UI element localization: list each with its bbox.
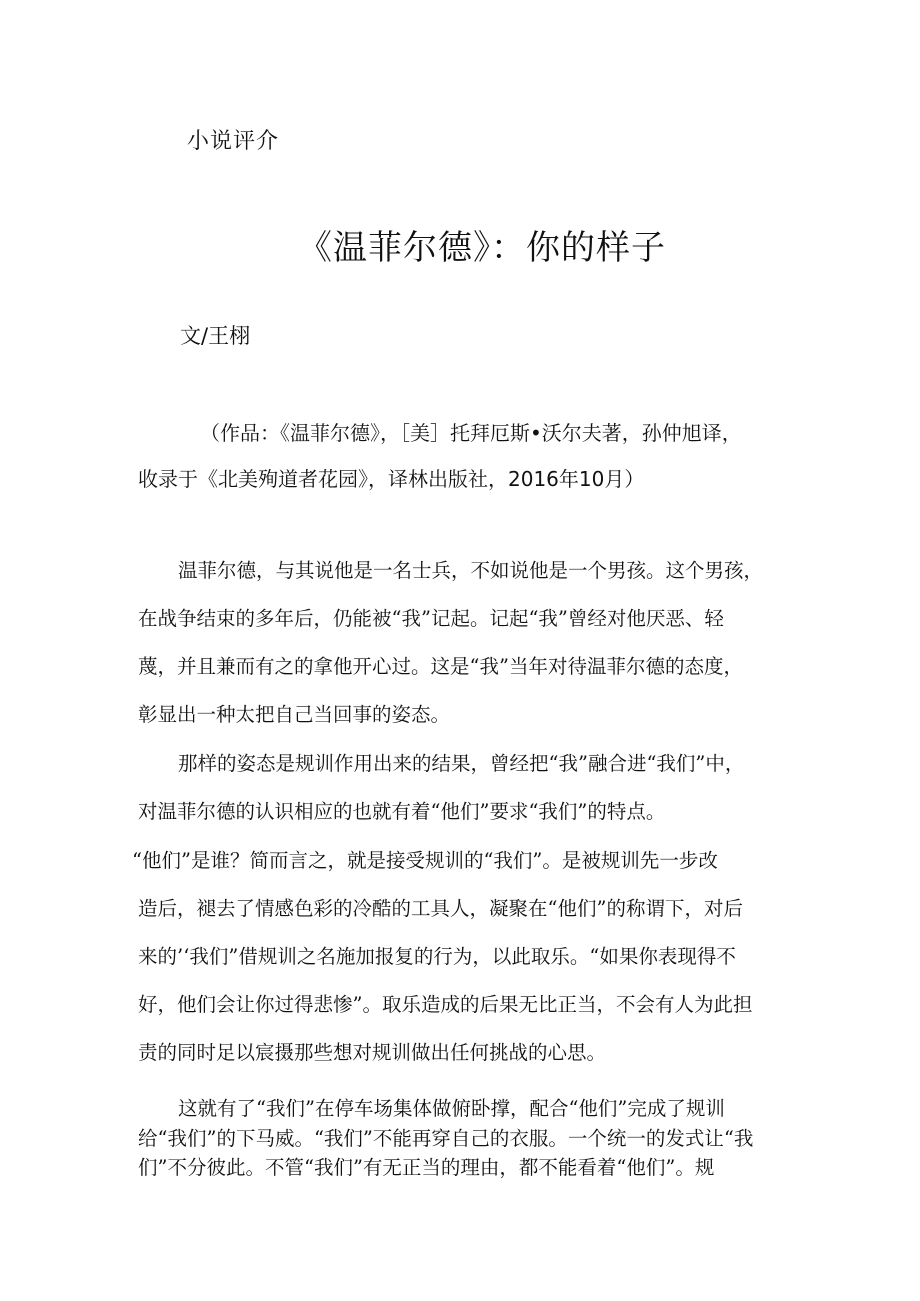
- publication-info-line-2: 收录于《北美殉道者花园》，译林出版社，2016年10月）: [138, 467, 645, 491]
- paragraph-line: 那样的姿态是规训作用出来的结果，曾经把“我”融合进“我们”中，: [178, 752, 745, 775]
- author-byline: 文/王栩: [180, 324, 251, 348]
- paragraph-line: “他们”是谁？简而言之，就是接受规训的“我们”。是被规训先一步改: [132, 849, 718, 872]
- paragraph-line: 责的同时足以宸摄那些想对规训做出任何挑战的心思。: [138, 1041, 607, 1064]
- paragraph-line: 彰显出一种太把自己当回事的姿态。: [138, 703, 451, 726]
- paragraph-line: 们”不分彼此。不管“我们”有无正当的理由，都不能看着“他们”。规: [138, 1156, 715, 1179]
- paragraph-line: 温菲尔德，与其说他是一名士兵，不如说他是一个男孩。这个男孩，: [178, 559, 764, 582]
- article-title: 《温菲尔德》：你的样子: [298, 228, 666, 268]
- paragraph-line: 在战争结束的多年后，仍能被“我”记起。记起“我”曾经对他厌恶、轻: [138, 607, 724, 630]
- paragraph-line: 造后，褪去了情感色彩的冷酷的工具人，凝聚在“他们”的称谓下，对后: [138, 897, 743, 920]
- publication-info-line-1: （作品：《温菲尔德》，［美］托拜厄斯•沃尔夫著，孙仲旭译，: [200, 421, 742, 445]
- paragraph-line: 给“我们”的下马威。“我们”不能再穿自己的衣服。一个统一的发式让“我: [138, 1127, 754, 1150]
- paragraph-line: 来的’‘我们”借规训之名施加报复的行为，以此取乐。“如果你表现得不: [138, 945, 736, 968]
- paragraph-line: 对温菲尔德的认识相应的也就有着“他们”要求“我们”的特点。: [138, 800, 666, 823]
- paragraph-line: 这就有了“我们”在停车场集体做俯卧撑，配合“他们”完成了规训: [178, 1097, 725, 1120]
- paragraph-line: 蔑，并且兼而有之的拿他开心过。这是“我”当年对待温菲尔德的态度，: [138, 655, 743, 678]
- paragraph-line: 好，他们会让你过得悲惨”。取乐造成的后果无比正当，不会有人为此担: [138, 993, 753, 1016]
- section-label: 小说评介: [187, 129, 280, 154]
